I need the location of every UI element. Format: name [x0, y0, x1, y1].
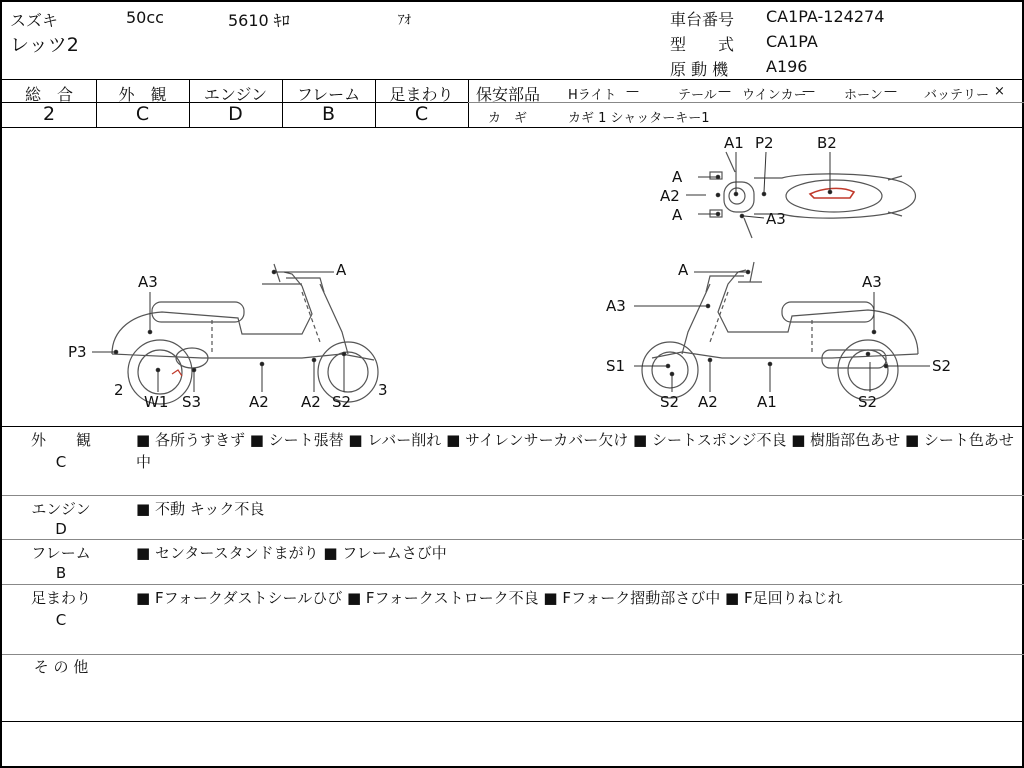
- section-suspension-grade: C: [55, 611, 67, 629]
- grade-engine-label: エンジン: [203, 85, 268, 104]
- type-label: 型 式: [670, 35, 735, 54]
- safety-label: 保安部品: [476, 85, 541, 104]
- safety-item-winker: ウインカー: [742, 88, 807, 103]
- key-value: カギ 1 シャッターキー1: [568, 111, 710, 126]
- divider: [2, 721, 1024, 722]
- diagram-label: A: [336, 261, 347, 279]
- damage-diagram: [2, 128, 1022, 426]
- diagram-label: S1: [606, 357, 626, 375]
- diagram-label: A3: [862, 273, 882, 291]
- damage-mark: [810, 188, 854, 198]
- diagram-label: A1: [724, 134, 744, 152]
- divider: [468, 79, 469, 127]
- diagram-label: S2: [858, 393, 878, 411]
- grade-total-value: 2: [42, 103, 56, 125]
- mileage: 5610 ｷﾛ: [228, 11, 290, 30]
- section-exterior-text: ■ 各所うすきず ■ シート張替 ■ レバー削れ ■ サイレンサーカバー欠け ■ シートスポンジ不良 ■ 樹脂部色あせ ■ シート色あせ中: [136, 431, 1014, 471]
- key-label: カ ギ: [488, 111, 528, 126]
- scooter-top-view: [710, 152, 916, 238]
- safety-item-battery-value: ×: [994, 84, 1005, 99]
- diagram-label: A: [672, 168, 683, 186]
- safety-item-battery: バッテリー: [924, 88, 990, 103]
- diagram-label: A: [672, 206, 683, 224]
- grade-exterior-value: C: [135, 103, 150, 125]
- diagram-label: S2: [660, 393, 680, 411]
- safety-item-horn: ホーン: [844, 88, 883, 103]
- diagram-label: A: [678, 261, 689, 279]
- diagram-label: A3: [606, 297, 626, 315]
- grade-frame-value: B: [321, 103, 336, 125]
- color: ｱｵ: [398, 13, 411, 28]
- divider: [2, 584, 1024, 585]
- diagram-label: A2: [249, 393, 269, 411]
- grade-suspension-value: C: [414, 103, 429, 125]
- section-frame-label: フレーム: [31, 544, 91, 562]
- diagram-label: P3: [68, 343, 87, 361]
- divider: [2, 426, 1024, 427]
- safety-item-horn-value: —: [884, 84, 897, 99]
- grade-suspension-label: 足まわり: [389, 85, 454, 104]
- section-engine-label: エンジン: [31, 500, 91, 518]
- diagram-label: W1: [144, 393, 169, 411]
- safety-item-headlight-value: —: [626, 84, 639, 99]
- diagram-label: S3: [182, 393, 202, 411]
- section-exterior-label: 外 観: [30, 431, 91, 449]
- frame-no: CA1PA-124274: [766, 7, 885, 26]
- section-engine-text: ■ 不動 キック不良: [136, 500, 265, 518]
- safety-item-tail: テール: [678, 88, 717, 103]
- section-engine-grade: D: [55, 520, 67, 538]
- diagram-label: 3: [378, 381, 388, 399]
- engine-label: 原 動 機: [670, 60, 729, 79]
- divider: [2, 495, 1024, 496]
- grade-frame-label: フレーム: [296, 85, 361, 104]
- safety-item-winker-value: —: [802, 84, 815, 99]
- section-frame-grade: B: [55, 564, 67, 582]
- grade-exterior-label: 外 観: [118, 85, 167, 104]
- section-other-label: そ の 他: [33, 658, 89, 676]
- diagram-label: A1: [757, 393, 777, 411]
- diagram-label: P2: [755, 134, 774, 152]
- divider: [2, 79, 1024, 80]
- section-suspension-label: 足まわり: [30, 589, 91, 607]
- grade-total-label: 総 合: [24, 85, 73, 104]
- frame-no-label: 車台番号: [670, 10, 735, 29]
- diagram-label: A2: [301, 393, 321, 411]
- section-exterior-grade: C: [55, 453, 67, 471]
- maker: スズキ: [10, 11, 59, 30]
- damage-mark: [172, 370, 182, 376]
- type-value: CA1PA: [766, 32, 818, 51]
- diagram-label: S2: [932, 357, 952, 375]
- diagram-label: A3: [138, 273, 158, 291]
- diagram-label: 2: [114, 381, 124, 399]
- divider: [2, 539, 1024, 540]
- diagram-label: S2: [332, 393, 352, 411]
- model-name: レッツ2: [10, 34, 79, 56]
- divider: [2, 654, 1024, 655]
- section-suspension-text: ■ Fフォークダストシールひび ■ Fフォークストローク不良 ■ Fフォーク摺動部さび中 ■ F足回りねじれ: [136, 589, 843, 607]
- grade-engine-value: D: [228, 103, 243, 125]
- engine-value: A196: [766, 57, 808, 76]
- safety-item-tail-value: —: [718, 84, 731, 99]
- diagram-label: A3: [766, 210, 786, 228]
- section-frame-text: ■ センタースタンドまがり ■ フレームさび中: [136, 544, 447, 562]
- safety-item-headlight: Hライト: [568, 88, 617, 103]
- diagram-label: B2: [817, 134, 837, 152]
- diagram-label: A2: [660, 187, 680, 205]
- displacement: 50cc: [126, 8, 164, 27]
- diagram-label: A2: [698, 393, 718, 411]
